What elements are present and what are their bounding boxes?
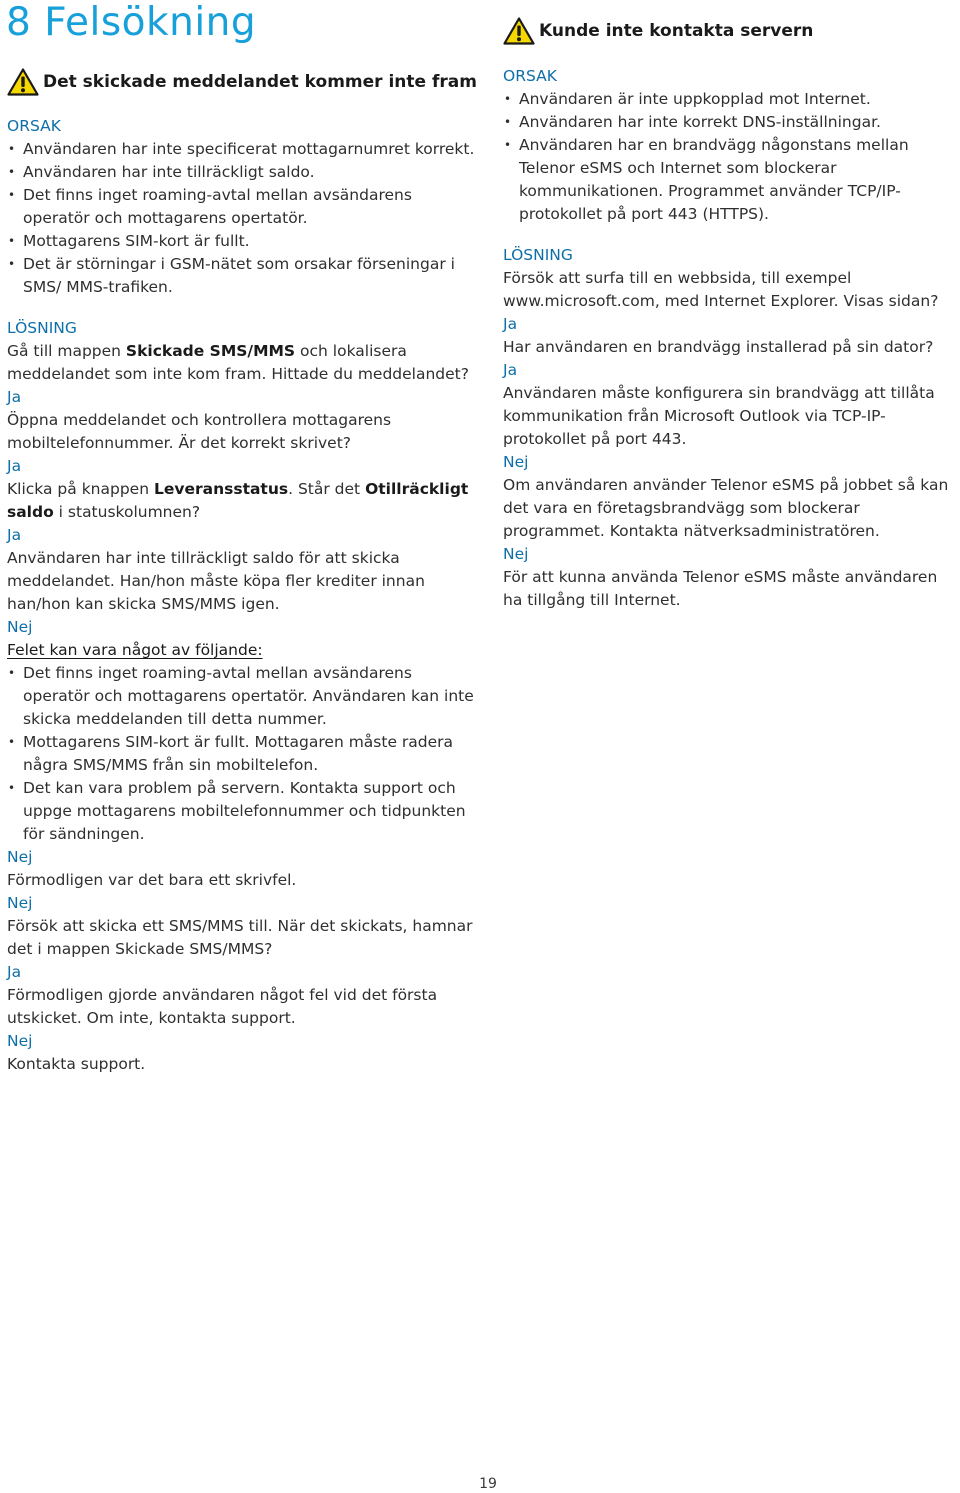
answer-label: Ja [7,526,22,544]
solution-step: Försök att skicka ett SMS/MMS till. När det skickats, hamnar det i mappen Skickade SMS/MMS? [7,917,473,958]
section-heading-left [7,68,477,96]
solution-step: Har användaren en brandvägg installerad på sin dator? [503,338,934,356]
cause-label: ORSAK [7,117,61,135]
answer-label: Nej [503,453,529,471]
answer-label: Nej [7,848,33,866]
list-item: • Det är störningar i GSM-nätet som orsakar förseningar i SMS/ MMS-trafiken. [7,253,477,299]
list-item: • Mottagarens SIM-kort är fullt. [7,230,477,253]
solution-step: Försök att surfa till en webbsida, till exempel www.microsoft.com, med Internet Explorer. Visas sidan? [503,269,939,310]
cause-list [503,88,959,226]
list-item: • Användaren har inte korrekt DNS-inställningar. [503,111,959,134]
right-column [503,0,959,612]
solution-step: Öppna meddelandet och kontrollera mottagarens mobiltelefonnummer. Är det korrekt skrivet? [7,411,392,452]
section-heading-right [503,17,959,45]
solution-step: Förmodligen var det bara ett skrivfel. [7,871,297,889]
answer-label: Nej [7,894,33,912]
left-column [7,0,477,1076]
solution-step: Om användaren använder Telenor eSMS på jobbet så kan det vara en företagsbrandvägg som blockerar programmet. Kontakta nätverksadministratören. [503,476,949,540]
solution-step: För att kunna använda Telenor eSMS måste användaren ha tillgång till Internet. [503,568,938,609]
answer-label: Nej [503,545,529,563]
list-item: • Användaren är inte uppkopplad mot Internet. [503,88,959,111]
solution-step: Kontakta support. [7,1055,146,1073]
list-item: • Det finns inget roaming-avtal mellan avsändarens operatör och mottagarens opertatör. [7,184,477,230]
warning-triangle-icon [503,17,535,45]
list-item: • Användaren har inte tillräckligt saldo. [7,161,477,184]
list-item: • Det kan vara problem på servern. Kontakta support och uppge mottagarens mobiltelefonnummer och tidpunkten för sändningen. [7,777,477,846]
answer-label: Nej [7,618,33,636]
cause-label: ORSAK [503,67,557,85]
solution-step: Gå till mappen Skickade SMS/MMS och lokalisera meddelandet som inte kom fram. Hittade du meddelandet? [7,342,469,383]
answer-label: Ja [7,963,22,981]
answer-label: Ja [503,361,518,379]
solution-step: Förmodligen gjorde användaren något fel vid det första utskicket. Om inte, kontakta support. [7,986,438,1027]
error-heading: Felet kan vara något av följande: [7,641,263,659]
section-title: Kunde inte kontakta servern [539,21,814,41]
page-number: 19 [479,1476,497,1492]
error-list [7,662,477,846]
cause-list [7,138,477,299]
list-item: • Mottagarens SIM-kort är fullt. Mottagaren måste radera några SMS/MMS från sin mobiltelefon. [7,731,477,777]
list-item: • Användaren har en brandvägg någonstans mellan Telenor eSMS och Internet som blockerar kommunikationen. Programmet använder TCP/IP-protokollet på port 443 (HTTPS). [503,134,959,226]
answer-label: Ja [503,315,518,333]
solution-step: Klicka på knappen Leveransstatus. Står det Otillräckligt saldo i statuskolumnen? [7,480,469,521]
solution-step: Användaren har inte tillräckligt saldo för att skicka meddelandet. Han/hon måste köpa fler krediter innan han/hon kan skicka SMS/MMS igen. [7,549,425,613]
list-item: • Användaren har inte specificerat mottagarnumret korrekt. [7,138,477,161]
answer-label: Nej [7,1032,33,1050]
solution-step: Användaren måste konfigurera sin brandvägg att tillåta kommunikation från Microsoft Outlook via TCP-IP-protokollet på port 443. [503,384,935,448]
list-item: • Det finns inget roaming-avtal mellan avsändarens operatör och mottagarens opertatör. Användaren kan inte skicka meddelanden till detta nummer. [7,662,477,731]
answer-label: Ja [7,388,22,406]
section-title: Det skickade meddelandet kommer inte fram [43,72,477,92]
warning-triangle-icon [7,68,39,96]
solution-label: LÖSNING [7,319,77,337]
answer-label: Ja [7,457,22,475]
page-title: 8 Felsökning [6,0,257,45]
solution-label: LÖSNING [503,246,573,264]
